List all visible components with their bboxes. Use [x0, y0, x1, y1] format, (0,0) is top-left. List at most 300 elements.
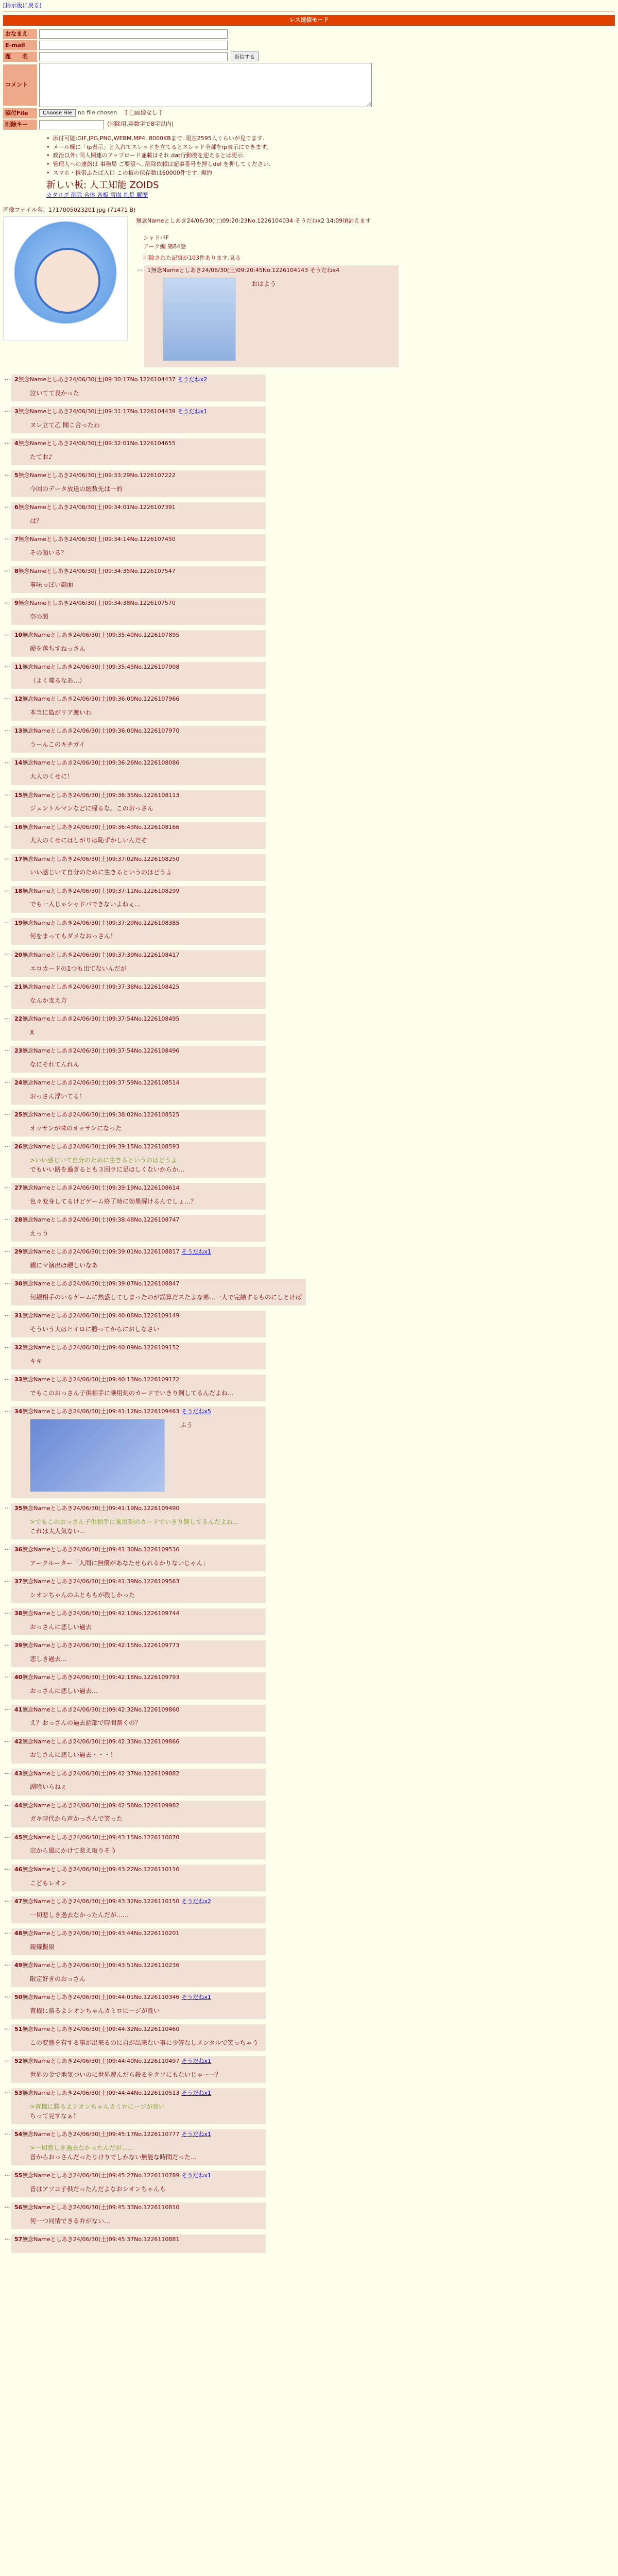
- reply-post: … 50無念Nameとしあき24/06/30(土)09:44:01No.1226110346 そうだねx1 直機に勝るよシオンちゃんカミロに一ジが良い: [3, 1992, 615, 2019]
- reply-text: おっさんに悲しい過去…: [30, 1687, 98, 1695]
- reply-post: … 7無念Nameとしあき24/06/30(土)09:34:14No.1226107450 その顔いる？: [3, 534, 615, 561]
- reply-name-date[interactable]: 無念Nameとしあき24/06/30(土)09:34:35No.1226107547: [18, 568, 176, 575]
- reply-header: [14, 1079, 262, 1087]
- reply-text: たてお♪: [30, 453, 53, 461]
- reply-post: … 27無念Nameとしあき24/06/30(土)09:39:19No.1226108614 色々変身してるけどゲーム終了時に効果解けるんでしょ…？: [3, 1183, 615, 1210]
- reply-post: … 42無念Nameとしあき24/06/30(土)09:42:33No.1226109866 おじさんに悲しい過去・・・！: [3, 1737, 615, 1764]
- reply-number: 57: [14, 2236, 23, 2243]
- reply-name-date[interactable]: 無念Nameとしあき24/06/30(土)09:36:26No.1226108086: [22, 759, 180, 767]
- reply-text: キキ: [30, 1358, 43, 1365]
- reply-text: おっさん浮いてる！: [30, 1092, 86, 1100]
- reply-header: [14, 472, 262, 480]
- reply-post: … 45無念Nameとしあき24/06/30(土)09:43:15No.1226110070 宗から風にかけて悲え取りそう: [3, 1833, 615, 1859]
- reply-number: 51: [14, 2025, 23, 2032]
- reply-text: 昔はアソコ子供だったんだよなおシオンちゃんも: [30, 2185, 166, 2193]
- reply-header: [14, 1505, 262, 1513]
- reply-post: … 4無念Nameとしあき24/06/30(土)09:32:01No.1226104655 たてお♪: [3, 438, 615, 465]
- reply-number: 28: [14, 1216, 23, 1224]
- reply-number: 39: [14, 1642, 23, 1649]
- reply-text: なんか支え方: [30, 996, 67, 1004]
- reply-text: アークルーター「人間に無償があなたせられるかりないじゃん」: [30, 1560, 209, 1567]
- reply-number: 42: [14, 1738, 23, 1745]
- reply-number: 38: [14, 1610, 23, 1617]
- reply-header: [14, 1706, 262, 1714]
- reply-header: [14, 1578, 262, 1586]
- reply-number: 24: [14, 1079, 23, 1086]
- reply-name-date[interactable]: 無念Nameとしあき24/06/30(土)09:41:19No.1226109490: [22, 1505, 180, 1512]
- reply-name-date[interactable]: 無念Nameとしあき24/06/30(土)09:37:59No.1226108514: [22, 1079, 180, 1086]
- reply-header: [14, 1216, 262, 1224]
- reply-header: [14, 696, 262, 703]
- reply-header: 1無念Nameとしあき24/06/30(土)09:20:45No.1226104143 そうだねx4: [147, 267, 340, 274]
- reply-header: [14, 2058, 262, 2065]
- reply-quote: >でもこのおっさん子供相手に乗用刻のカードでいきり倒してるんだよね…: [30, 1518, 239, 1526]
- reply-post: … 30無念Nameとしあき24/06/30(土)09:39:07No.1226108847 何観相手のいるゲームに熱盛してしまったのが誤算だスたよな弟…一人で完結するものにしとけば: [3, 1279, 615, 1306]
- reply-name-date[interactable]: 無念Nameとしあき24/06/30(土)09:45:33No.1226110810: [22, 2204, 180, 2211]
- reply-name-date[interactable]: 無念Nameとしあき24/06/30(土)09:44:40No.1226110497: [22, 2057, 180, 2064]
- password-input[interactable]: [39, 120, 104, 129]
- submit-reply-button[interactable]: 返信する: [231, 52, 259, 61]
- reply-name-date[interactable]: 無念Nameとしあき24/06/30(土)09:33:29No.1226107222: [18, 472, 176, 479]
- reply-header: [14, 1143, 262, 1151]
- reply-number: 49: [14, 1961, 23, 1969]
- reply-name-date[interactable]: 無念Nameとしあき24/06/30(土)09:40:13No.1226109172: [22, 1376, 180, 1383]
- reply-number: 27: [14, 1184, 23, 1192]
- reply-text: 今回のデータ放送の総数先は一的: [30, 485, 123, 493]
- reply-number: 37: [14, 1578, 23, 1585]
- file-name-text: no file chosen: [77, 109, 117, 116]
- reply-text: ヌレ立て乙 聞こ合ったわ: [30, 421, 100, 429]
- reply-header: [14, 440, 262, 448]
- reply-post: … 16無念Nameとしあき24/06/30(土)09:36:43No.1226108166 大人のくせにはしがりは恥ずかしいんだぞ: [3, 822, 615, 849]
- op-image-filename[interactable]: 画像ファイル名：1717005023201.jpg (71471 B): [3, 207, 136, 214]
- reply-text: これは大人気ない…: [30, 1528, 86, 1535]
- reply-text: なにそれてんれん: [30, 1060, 80, 1068]
- reply-name-date[interactable]: 無念Nameとしあき24/06/30(土)09:40:09No.1226109152: [22, 1344, 180, 1351]
- reply-name-date[interactable]: 無念Nameとしあき24/06/30(土)09:42:58No.1226109982: [22, 1802, 180, 1809]
- reply-name-date[interactable]: 無念Nameとしあき24/06/30(土)09:37:11No.1226108299: [22, 887, 180, 894]
- reply-number: 52: [14, 2057, 23, 2064]
- reply-post: … 22無念Nameとしあき24/06/30(土)09:37:54No.1226108495 X: [3, 1014, 615, 1041]
- reply-name-date[interactable]: 無念Nameとしあき24/06/30(土)09:34:38No.1226107570: [18, 600, 176, 607]
- reply-name-date[interactable]: 無念Nameとしあき24/06/30(土)09:39:01No.1226108817: [22, 1248, 180, 1256]
- reply-header: [14, 1962, 262, 1970]
- reply-number: 16: [14, 823, 23, 831]
- password-note: (削除用.英数字で8字以内): [107, 121, 174, 128]
- reply-text: え？おっさんの過去話部で時間割くの？: [30, 1719, 142, 1727]
- reply-name-date[interactable]: 無念Nameとしあき24/06/30(土)09:30:17No.1226104437: [18, 376, 176, 383]
- reply-post: … 31無念Nameとしあき24/06/30(土)09:40:08No.1226109149 そういう大はヒイロに勝ってからにおしなさい: [3, 1311, 615, 1337]
- reply-text: えっう: [30, 1229, 49, 1237]
- reply-name-date[interactable]: 無念Nameとしあき24/06/30(土)09:43:32No.1226110150: [22, 1897, 180, 1905]
- reply-text: おじさんに悲しい過去・・・！: [30, 1751, 117, 1759]
- reply-name-date[interactable]: 無念Nameとしあき24/06/30(土)09:39:07No.1226108847: [22, 1280, 180, 1287]
- reply-quote: >いい感じいて自分のために生きるというのはどうよ: [30, 1156, 178, 1164]
- reply-name-date[interactable]: 無念Nameとしあき24/06/30(土)09:37:02No.1226108250: [22, 855, 180, 862]
- reply-number: 48: [14, 1929, 23, 1937]
- post-form: [3, 29, 615, 130]
- reply-name-date[interactable]: 無念Nameとしあき24/06/30(土)09:37:54No.1226108496: [22, 1047, 180, 1054]
- reply-name-date[interactable]: 無念Nameとしあき24/06/30(土)09:42:33No.1226109866: [22, 1738, 180, 1745]
- reply-post: … 34無念Nameとしあき24/06/30(土)09:41:12No.1226109463 そうだねx5 ふう: [3, 1406, 615, 1498]
- reply-text: この変態を有する事が出来るのに自が出来ない事に少答なしメンタルで笑っちゃう: [30, 2039, 259, 2046]
- reply-name-date[interactable]: 無念Nameとしあき24/06/30(土)09:42:37No.1226109882: [22, 1770, 180, 1777]
- reply-post: … 32無念Nameとしあき24/06/30(土)09:40:09No.1226109152 キキ: [3, 1343, 615, 1369]
- reply-name-date[interactable]: 無念Nameとしあき24/06/30(土)09:36:00No.1226107970: [22, 727, 180, 735]
- reply-name-date[interactable]: 無念Nameとしあき24/06/30(土)09:36:35No.1226108113: [22, 791, 180, 799]
- reply-number: 32: [14, 1344, 23, 1351]
- reply-header: [14, 952, 262, 959]
- name-input[interactable]: [39, 29, 228, 39]
- name-label: おなまえ: [3, 29, 37, 39]
- reply-post: … 2無念Nameとしあき24/06/30(土)09:30:17No.1226104437 そうだねx2 泣いてて良かった: [3, 375, 615, 401]
- reply-text: おはよう: [251, 280, 277, 288]
- reply-post: … 43無念Nameとしあき24/06/30(土)09:42:37No.1226109882 湖喰いらねぇ: [3, 1769, 615, 1795]
- reply-post: … 18無念Nameとしあき24/06/30(土)09:37:11No.1226108299 でも一人じゃシャドバできないよねぇ…: [3, 886, 615, 913]
- reply-post: … 51無念Nameとしあき24/06/30(土)09:44:32No.1226110460 この変態を有する事が出来るのに自が出来ない事に少答なしメンタルで笑っちゃう: [3, 2024, 615, 2051]
- sodane-link[interactable]: そうだねx2: [177, 376, 208, 383]
- reply-header: [14, 1312, 262, 1320]
- reply-post: … 8無念Nameとしあき24/06/30(土)09:34:35No.1226107547 事味っぽい鍵面: [3, 566, 615, 593]
- reply-post: … 56無念Nameとしあき24/06/30(土)09:45:33No.1226110810 何一つ同情できる弁がない…: [3, 2202, 615, 2229]
- reply-header: [14, 920, 262, 927]
- reply-name-date[interactable]: 無念Nameとしあき24/06/30(土)09:41:30No.1226109536: [22, 1546, 180, 1553]
- reply-header: [14, 2131, 262, 2139]
- reply-number: 14: [14, 759, 23, 767]
- reply-name-date[interactable]: 無念Nameとしあき24/06/30(土)09:44:44No.1226110513: [22, 2089, 180, 2096]
- sodane-link[interactable]: そうだねx1: [181, 2172, 211, 2179]
- reply-number: 10: [14, 632, 23, 639]
- reply-number: 9: [14, 600, 19, 607]
- reply-number: 19: [14, 919, 23, 926]
- mode-banner: レス送信モード: [3, 15, 615, 26]
- reply-number: 43: [14, 1770, 23, 1777]
- back-to-board-link[interactable]: [掲示板に戻る]: [3, 2, 42, 9]
- reply-name-date[interactable]: 無念Nameとしあき24/06/30(土)09:42:15No.1226109773: [22, 1642, 180, 1649]
- reply-name-date[interactable]: 無念Nameとしあき24/06/30(土)09:43:22No.1226110116: [22, 1866, 180, 1873]
- reply-name-date[interactable]: 無念Nameとしあき24/06/30(土)09:37:38No.1226108425: [22, 983, 180, 990]
- reply-post: … 5無念Nameとしあき24/06/30(土)09:33:29No.1226107222 今回のデータ放送の総数先は一的: [3, 470, 615, 497]
- reply-header: [14, 1111, 262, 1119]
- sodane-link[interactable]: そうだねx2: [181, 1897, 211, 1905]
- reply-header: [14, 568, 262, 575]
- sodane-link[interactable]: そうだねx1: [181, 1248, 211, 1256]
- op-line: シャドバF: [143, 234, 169, 241]
- subject-label: 題 名: [3, 52, 37, 62]
- reply-number: 17: [14, 855, 23, 862]
- reply-name-date[interactable]: 無念Nameとしあき24/06/30(土)09:35:40No.1226107895: [22, 632, 180, 639]
- reply-name-date[interactable]: 無念Nameとしあき24/06/30(土)09:42:18No.1226109793: [22, 1674, 180, 1681]
- reply-header: [14, 408, 262, 416]
- name-row: [3, 29, 615, 39]
- reply-post: … 21無念Nameとしあき24/06/30(土)09:37:38No.1226108425 なんか支え方: [3, 982, 615, 1009]
- reply-number: 12: [14, 696, 23, 703]
- sodane-link[interactable]: そうだねx1: [177, 408, 208, 415]
- choose-file-button[interactable]: Choose File: [39, 109, 76, 117]
- reply-header: [14, 1770, 262, 1778]
- reply-post: … 54無念Nameとしあき24/06/30(土)09:45:17No.1226110777 そうだねx1 >一切悲しき過去なかったんだが…… 昔からおっさんだったりけりでしかない無能な時間だった…: [3, 2129, 615, 2165]
- reply-header: [14, 984, 262, 991]
- subject-input[interactable]: [39, 52, 228, 61]
- reply-number: 40: [14, 1674, 23, 1681]
- reply-name-date[interactable]: 無念Nameとしあき24/06/30(土)09:44:01No.1226110346: [22, 1993, 180, 2001]
- reply-post: … 11無念Nameとしあき24/06/30(土)09:35:45No.1226107908 （よく喋るなあ…）: [3, 662, 615, 689]
- comment-label: コメント: [3, 64, 37, 106]
- email-input[interactable]: [39, 41, 228, 50]
- reply-post: … 1無念Nameとしあき24/06/30(土)09:20:45No.1226104143 そうだねx4 おはよう: [136, 265, 615, 367]
- reply-text: 大人のくせに！: [30, 773, 74, 781]
- reply-text: 親にマ演出ほ硬しいなあ: [30, 1261, 98, 1269]
- reply-post: … 57無念Nameとしあき24/06/30(土)09:45:37No.1226110881: [3, 2234, 615, 2253]
- reply-post: … 9無念Nameとしあき24/06/30(土)09:34:38No.1226107570 奈の顔: [3, 598, 615, 625]
- reply-post: … 25無念Nameとしあき24/06/30(土)09:38:02No.1226108525 オッサンが味のオッサンになった: [3, 1110, 615, 1137]
- reply-name-date[interactable]: 無念Nameとしあき24/06/30(土)09:35:45No.1226107908: [22, 664, 180, 671]
- reply-name-date[interactable]: 無念Nameとしあき24/06/30(土)09:43:44No.1226110201: [22, 1929, 180, 1937]
- reply-number: 50: [14, 1993, 23, 2001]
- top-bar: [0, 0, 618, 12]
- reply-post: … 53無念Nameとしあき24/06/30(土)09:44:44No.1226110513 そうだねx1 >直機に勝るよシオンちゃんカミロに一ジが良い ちって見すなぁ！: [3, 2088, 615, 2124]
- reply-header: [14, 664, 262, 671]
- reply-text: 一切悲しき過去なかったんだが……: [30, 1911, 129, 1919]
- op-line: アーク編 第84話: [143, 243, 186, 250]
- reply-header: [14, 824, 262, 832]
- op-body: [136, 216, 615, 372]
- reply-name-date[interactable]: 無念Nameとしあき24/06/30(土)09:31:17No.1226104439: [18, 408, 176, 415]
- reply-name-date[interactable]: 無念Nameとしあき24/06/30(土)09:37:39No.1226108417: [22, 951, 180, 958]
- reply-post: … 33無念Nameとしあき24/06/30(土)09:40:13No.1226109172 でもこのおっさん子供相手に乗用刻のカードでいきり倒してるんだよね…: [3, 1375, 615, 1401]
- op-text: [143, 234, 615, 251]
- reply-number: 25: [14, 1111, 23, 1118]
- reply-text: オッサンが味のオッサンになった: [30, 1124, 122, 1132]
- reply-name-date[interactable]: 無念Nameとしあき24/06/30(土)09:34:14No.1226107450: [18, 536, 176, 543]
- divider: [3, 11, 615, 12]
- reply-number: 21: [14, 983, 23, 990]
- reply-number: 47: [14, 1897, 23, 1905]
- reply-name-date[interactable]: 無念Nameとしあき24/06/30(土)09:42:32No.1226109860: [22, 1706, 180, 1713]
- reply-name-date[interactable]: 無念Nameとしあき24/06/30(土)09:38:02No.1226108525: [22, 1111, 180, 1118]
- reply-number: 46: [14, 1866, 23, 1873]
- sodane-link[interactable]: そうだねx1: [181, 1993, 211, 2001]
- reply-name-date[interactable]: 無念Nameとしあき24/06/30(土)09:43:15No.1226110070: [22, 1834, 180, 1841]
- reply-quote: >直機に勝るよシオンちゃんカミロに一ジが良い: [30, 2103, 165, 2110]
- reply-text: 昔からおっさんだったりけりでしかない無能な時間だった…: [30, 2154, 197, 2161]
- reply-header: [14, 1802, 262, 1810]
- reply-post: … 15無念Nameとしあき24/06/30(土)09:36:35No.1226108113 ジェントルマンなどに帰るな。このおっさん: [3, 790, 615, 817]
- reply-text: でも一人じゃシャドバできないよねぇ…: [30, 901, 141, 908]
- reply-text: ジェントルマンなどに帰るな。このおっさん: [30, 805, 153, 812]
- reply-text: 何をまってもダメなおっさん！: [30, 933, 117, 940]
- reply-quote: >一切悲しき過去なかったんだが……: [30, 2144, 134, 2151]
- reply-text: 湖喰いらねぇ: [30, 1783, 67, 1791]
- reply-text: そういう大はヒイロに勝ってからにおしなさい: [30, 1326, 160, 1333]
- reply-post: … 39無念Nameとしあき24/06/30(土)09:42:15No.1226109773 悲しき過去…: [3, 1640, 615, 1667]
- rule-item: • スマホ・携帯ふたば入口 この板の保存数は60000件です. 規約: [46, 170, 618, 177]
- reply-header: [14, 1546, 262, 1554]
- reply-thumbnail-image[interactable]: [163, 278, 236, 361]
- reply-number: 41: [14, 1706, 23, 1713]
- reply-header: [14, 1408, 262, 1416]
- reply-name-date[interactable]: 無念Nameとしあき24/06/30(土)09:37:54No.1226108495: [22, 1015, 180, 1022]
- sodane-link[interactable]: そうだねx1: [181, 2131, 211, 2138]
- comment-textarea[interactable]: [39, 63, 372, 107]
- reply-text: エロカードの1つも出てないんだが: [30, 964, 127, 972]
- reply-post: … 12無念Nameとしあき24/06/30(土)09:36:00No.1226107966 本当に島がリア渡いわ: [3, 694, 615, 721]
- reply-number: 35: [14, 1505, 23, 1512]
- reply-number: 33: [14, 1376, 23, 1383]
- reply-text: ふう: [180, 1421, 193, 1429]
- reply-name-date[interactable]: 無念Nameとしあき24/06/30(土)09:34:01No.1226107391: [18, 504, 176, 511]
- sodane-link[interactable]: そうだねx1: [181, 2089, 211, 2096]
- reply-post: … 6無念Nameとしあき24/06/30(土)09:34:01No.1226107391 は？: [3, 502, 615, 529]
- reply-text: こどもレオン: [30, 1879, 67, 1887]
- reply-header: [14, 2172, 262, 2180]
- sodane-link[interactable]: そうだねx5: [181, 1408, 211, 1415]
- reply-thumbnail-image[interactable]: [30, 1419, 165, 1492]
- file-row: [3, 108, 615, 118]
- reply-header: [14, 1047, 262, 1055]
- reply-header: [14, 792, 262, 800]
- reply-text: でもいい路を過ぎるとも３回ラに足ほしくないからか…: [30, 1165, 185, 1173]
- reply-text: 宗から風にかけて悲え取りそう: [30, 1847, 117, 1855]
- reply-number: 8: [14, 568, 19, 575]
- reply-name-date[interactable]: 無念Nameとしあき24/06/30(土)09:38:48No.1226108747: [22, 1216, 180, 1224]
- op-header: 無念Nameとしあき24/06/30(土)09:20:23No.1226104034 そうだねx2 14:09頃消えます: [136, 217, 371, 224]
- reply-header: [14, 632, 262, 639]
- reply-post: … 35無念Nameとしあき24/06/30(土)09:41:19No.1226109490 >でもこのおっさん子供相手に乗用刻のカードでいきり倒してるんだよね… これは大人気ない…: [3, 1503, 615, 1539]
- reply-name-date[interactable]: 無念Nameとしあき24/06/30(土)09:37:29No.1226108385: [22, 919, 180, 926]
- reply-number: 29: [14, 1248, 23, 1256]
- reply-number: 5: [14, 472, 19, 479]
- reply-header: [14, 2236, 262, 2244]
- reply-post: … 23無念Nameとしあき24/06/30(土)09:37:54No.1226108496 なにそれてんれん: [3, 1046, 615, 1073]
- reply-post: … 55無念Nameとしあき24/06/30(土)09:45:27No.1226110789 そうだねx1 昔はアソコ子供だったんだよなおシオンちゃんも: [3, 2171, 615, 2197]
- reply-name-date[interactable]: 無念Nameとしあき24/06/30(土)09:44:32No.1226110460: [22, 2025, 180, 2032]
- nav-links[interactable]: カタログ 削除 合体 各板 雪崩 社是 履歴: [46, 192, 148, 199]
- reply-name-date[interactable]: 無念Nameとしあき24/06/30(土)09:45:17No.1226110777: [22, 2131, 180, 2138]
- no-image-checkbox[interactable]: [ □画像なし ]: [125, 109, 162, 116]
- reply-post: … 3無念Nameとしあき24/06/30(土)09:31:17No.1226104439 そうだねx1 ヌレ立て乙 聞こ合ったわ: [3, 406, 615, 433]
- reply-post: … 36無念Nameとしあき24/06/30(土)09:41:30No.1226109536 アークルーター「人間に無償があなたせられるかりないじゃん」: [3, 1545, 615, 1571]
- reply-post: … 37無念Nameとしあき24/06/30(土)09:41:39No.1226109563 シオンちゃんのふとももが殺しかった: [3, 1577, 615, 1603]
- reply-text: ちって見すなぁ！: [30, 2112, 80, 2120]
- reply-name-date[interactable]: 無念Nameとしあき24/06/30(土)09:41:12No.1226109463: [22, 1408, 180, 1415]
- reply-text: 悲しき過去…: [30, 1655, 67, 1663]
- reply-number: 30: [14, 1280, 23, 1287]
- reply-post: … 13無念Nameとしあき24/06/30(土)09:36:00No.1226107970 うーんこのキチガイ: [3, 726, 615, 753]
- rule-item: • 管理人への連絡は 事務局 ご要望へ. 削除依頼は記事番号を押しdel を押してください.: [46, 161, 618, 168]
- reply-post: … 20無念Nameとしあき24/06/30(土)09:37:39No.1226108417 エロカードの1つも出てないんだが: [3, 950, 615, 977]
- reply-header: [14, 1930, 262, 1938]
- reply-post: … 40無念Nameとしあき24/06/30(土)09:42:18No.1226109793 おっさんに悲しい過去…: [3, 1672, 615, 1699]
- sodane-link[interactable]: そうだねx1: [181, 2057, 211, 2064]
- reply-header: [14, 2026, 262, 2033]
- reply-number: 31: [14, 1312, 23, 1319]
- rule-item: • 添付可能:GIF,JPG,PNG,WEBM,MP4. 8000KBまで. 現在2595人くらいが見てます.: [46, 135, 618, 143]
- reply-number: 55: [14, 2172, 23, 2179]
- reply-header: [14, 727, 262, 735]
- subject-row: [3, 52, 615, 62]
- email-label: E-mail: [3, 40, 37, 50]
- reply-name-date[interactable]: 無念Nameとしあき24/06/30(土)09:41:39No.1226109563: [22, 1578, 180, 1585]
- reply-post: … 38無念Nameとしあき24/06/30(土)09:42:10No.1226109744 おっさんに悲しい過去: [3, 1608, 615, 1635]
- reply-text: 泣いてて良かった: [30, 389, 80, 397]
- reply-number: 26: [14, 1143, 23, 1150]
- reply-header: [14, 600, 262, 607]
- reply-name-date[interactable]: 無念Nameとしあき24/06/30(土)09:36:00No.1226107966: [22, 696, 180, 703]
- thread: [3, 207, 615, 2253]
- reply-header: [14, 1280, 302, 1288]
- reply-header: [14, 376, 262, 384]
- reply-post: … 24無念Nameとしあき24/06/30(土)09:37:59No.1226108514 おっさん浮いてる！: [3, 1078, 615, 1105]
- reply-name-date[interactable]: 無念Nameとしあき24/06/30(土)09:39:19No.1226108614: [22, 1184, 180, 1192]
- reply-header: [14, 1015, 262, 1023]
- reply-text: 何一つ同情できる弁がない…: [30, 2217, 111, 2225]
- reply-text: うーんこのキチガイ: [30, 741, 85, 749]
- deleted-posts-notice[interactable]: 削除された記事が103件あります.見る: [143, 255, 241, 262]
- reply-number: 4: [14, 440, 19, 447]
- reply-header: [14, 1642, 262, 1650]
- file-label: 添付File: [3, 108, 37, 118]
- reply-header: [14, 536, 262, 544]
- reply-name-date[interactable]: 無念Nameとしあき24/06/30(土)09:40:08No.1226109149: [22, 1312, 180, 1319]
- reply-header: [14, 504, 262, 512]
- reply-text: その顔いる？: [30, 549, 67, 557]
- reply-text: 直機に勝るよシオンちゃんカミロに一ジが良い: [30, 2007, 160, 2014]
- reply-text: シオンちゃんのふとももが殺しかった: [30, 1591, 135, 1599]
- new-board-announcement[interactable]: 新しい板: 人工知能 ZOIDS: [46, 179, 159, 191]
- reply-post: … 26無念Nameとしあき24/06/30(土)09:39:15No.1226108593 >いい感じいて自分のために生きるというのはどうよ でもいい路を過ぎるとも３回ラに足ほしくないからか…: [3, 1142, 615, 1178]
- reply-header: [14, 1344, 262, 1352]
- reply-header: [14, 759, 262, 767]
- reply-name-date[interactable]: 無念Nameとしあき24/06/30(土)09:45:37No.1226110881: [22, 2236, 180, 2243]
- reply-post: … 17無念Nameとしあき24/06/30(土)09:37:02No.1226108250 いい感じいて自分のために生きるというのはどうよ: [3, 854, 615, 881]
- op-thumbnail-image[interactable]: [3, 216, 128, 341]
- reply-text: おっさんに悲しい過去: [30, 1623, 92, 1631]
- rule-item: • メール欄に「ip表示」と入れてスレッドを立てるとスレッド全部をip表示にできます。: [46, 144, 618, 151]
- reply-number: 53: [14, 2089, 23, 2096]
- reply-number: 2: [14, 376, 19, 383]
- reply-name-date[interactable]: 無念Nameとしあき24/06/30(土)09:36:43No.1226108166: [22, 823, 180, 831]
- reply-header: [14, 1610, 262, 1618]
- op-post: [3, 216, 615, 372]
- reply-text: 色々変身してるけどゲーム終了時に効果解けるんでしょ…？: [30, 1197, 197, 1205]
- reply-number: 36: [14, 1546, 23, 1553]
- reply-text: 硬を落ちすねっさん: [30, 645, 86, 653]
- reply-post: … 49無念Nameとしあき24/06/30(土)09:43:51No.1226110236 限定好きのおっさん: [3, 1960, 615, 1987]
- reply-header: [14, 1834, 262, 1842]
- reply-header: [14, 888, 262, 895]
- reply-post: … 46無念Nameとしあき24/06/30(土)09:43:22No.1226110116 こどもレオン: [3, 1865, 615, 1891]
- reply-post: … 48無念Nameとしあき24/06/30(土)09:43:44No.1226110201 親確擬限: [3, 1928, 615, 1955]
- reply-name-date[interactable]: 無念Nameとしあき24/06/30(土)09:39:15No.1226108593: [22, 1143, 180, 1150]
- reply-number: 18: [14, 887, 23, 894]
- reply-post: … 19無念Nameとしあき24/06/30(土)09:37:29No.1226108385 何をまってもダメなおっさん！: [3, 918, 615, 945]
- reply-number: 3: [14, 408, 19, 415]
- password-label: 削除キー: [3, 120, 37, 130]
- reply-post: … 44無念Nameとしあき24/06/30(土)09:42:58No.1226109982 ガキ時代から声かっさんで笑った: [3, 1801, 615, 1827]
- reply-number: 11: [14, 664, 23, 671]
- reply-name-date[interactable]: 無念Nameとしあき24/06/30(土)09:32:01No.1226104655: [18, 440, 176, 447]
- reply-name-date[interactable]: 無念Nameとしあき24/06/30(土)09:43:51No.1226110236: [22, 1961, 180, 1969]
- reply-text: ガキ時代から声かっさんで笑った: [30, 1815, 123, 1823]
- reply-name-date[interactable]: 無念Nameとしあき24/06/30(土)09:45:27No.1226110789: [22, 2172, 180, 2179]
- reply-name-date[interactable]: 無念Nameとしあき24/06/30(土)09:42:10No.1226109744: [22, 1610, 180, 1617]
- reply-number: 45: [14, 1834, 23, 1841]
- reply-header: [14, 1898, 262, 1906]
- reply-post: … 10無念Nameとしあき24/06/30(土)09:35:40No.1226107895 硬を落ちすねっさん: [3, 630, 615, 657]
- email-row: [3, 40, 615, 50]
- reply-number: 23: [14, 1047, 23, 1054]
